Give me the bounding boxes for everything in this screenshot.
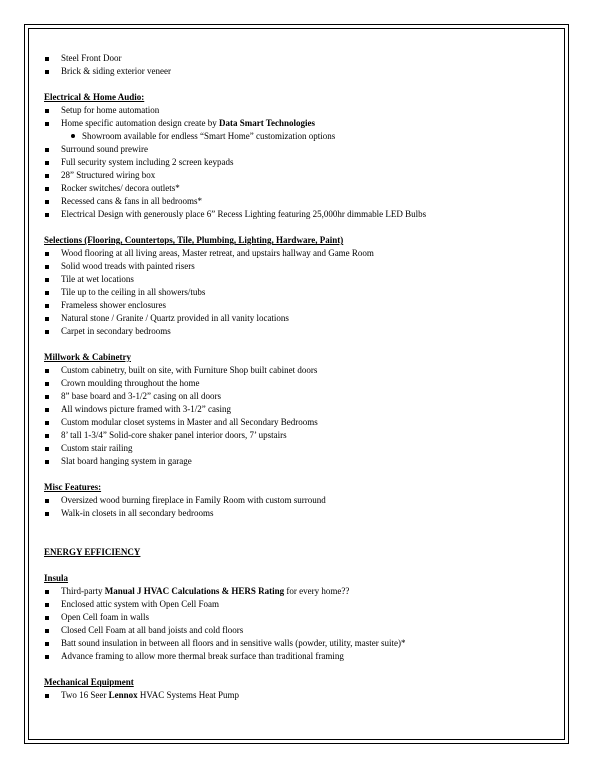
list-item-text: for every home?? <box>284 586 350 596</box>
list-item: Closed Cell Foam at all band joists and cold floors <box>44 624 549 637</box>
list-item: Advance framing to allow more thermal break surface than traditional framing <box>44 650 549 663</box>
millwork-list <box>44 364 549 468</box>
list-item: Full security system including 2 screen keypads <box>44 156 549 169</box>
list-item: Oversized wood burning fireplace in Family Room with custom surround <box>44 494 549 507</box>
section-heading-millwork: Millwork & Cabinetry <box>44 352 131 362</box>
list-item: Tile at wet locations <box>44 273 549 286</box>
list-item: Enclosed attic system with Open Cell Foam <box>44 598 549 611</box>
list-item: Wood flooring at all living areas, Master retreat, and upstairs hallway and Game Room <box>44 247 549 260</box>
list-item-bold: Lennox <box>108 690 138 700</box>
list-item: Custom stair railing <box>44 442 549 455</box>
list-item-text: Home specific automation design create by <box>61 118 219 128</box>
list-item: Brick & siding exterior veneer <box>44 65 549 78</box>
document-body <box>44 52 549 702</box>
section-heading-misc: Misc Features: <box>44 482 102 492</box>
section-heading-insula: Insula <box>44 573 69 583</box>
list-item: Frameless shower enclosures <box>44 299 549 312</box>
section-heading-energy-efficiency: ENERGY EFFICIENCY <box>44 547 141 557</box>
insula-list <box>44 585 549 663</box>
list-item: All windows picture framed with 3-1/2” casing <box>44 403 549 416</box>
list-item: Batt sound insulation in between all floors and in sensitive walls (powder, utility, master suite)* <box>44 637 549 650</box>
list-item: Steel Front Door <box>44 52 549 65</box>
list-item: Surround sound prewire <box>44 143 549 156</box>
list-item: Custom modular closet systems in Master and all Secondary Bedrooms <box>44 416 549 429</box>
list-item: Setup for home automation <box>44 104 549 117</box>
list-item: Slat board hanging system in garage <box>44 455 549 468</box>
list-item-bold: Manual J HVAC Calculations & HERS Rating <box>104 586 285 596</box>
list-item: Open Cell foam in walls <box>44 611 549 624</box>
list-item: 8” base board and 3-1/2” casing on all doors <box>44 390 549 403</box>
list-item: 8’ tall 1-3/4” Solid-core shaker panel interior doors, 7’ upstairs <box>44 429 549 442</box>
list-item: Carpet in secondary bedrooms <box>44 325 549 338</box>
list-item: Natural stone / Granite / Quartz provided in all vanity locations <box>44 312 549 325</box>
list-item: Custom cabinetry, built on site, with Furniture Shop built cabinet doors <box>44 364 549 377</box>
list-item: 28” Structured wiring box <box>44 169 549 182</box>
selections-list <box>44 247 549 338</box>
list-item <box>44 117 549 130</box>
list-item: Solid wood treads with painted risers <box>44 260 549 273</box>
exterior-list <box>44 52 549 78</box>
list-item <box>44 585 549 598</box>
list-item: Tile up to the ceiling in all showers/tubs <box>44 286 549 299</box>
electrical-list <box>44 104 549 221</box>
list-item: Crown moulding throughout the home <box>44 377 549 390</box>
section-heading-mechanical: Mechanical Equipment <box>44 677 134 687</box>
section-heading-electrical: Electrical & Home Audio: <box>44 92 145 102</box>
misc-list <box>44 494 549 520</box>
list-item: Recessed cans & fans in all bedrooms* <box>44 195 549 208</box>
list-item: Electrical Design with generously place 6” Recess Lighting featuring 25,000hr dimmable LED Bulbs <box>44 208 549 221</box>
section-heading-selections: Selections (Flooring, Countertops, Tile, Plumbing, Lighting, Hardware, Paint) <box>44 235 344 245</box>
mechanical-list <box>44 689 549 702</box>
sub-list-item: Showroom available for endless “Smart Home” customization options <box>44 130 549 143</box>
list-item: Rocker switches/ decora outlets* <box>44 182 549 195</box>
list-item-text: Two 16 Seer <box>61 690 109 700</box>
list-item <box>44 689 549 702</box>
list-item-text: Third-party <box>61 586 105 596</box>
list-item-text: HVAC Systems Heat Pump <box>137 690 239 700</box>
list-item: Walk-in closets in all secondary bedrooms <box>44 507 549 520</box>
list-item-bold: Data Smart Technologies <box>218 118 315 128</box>
